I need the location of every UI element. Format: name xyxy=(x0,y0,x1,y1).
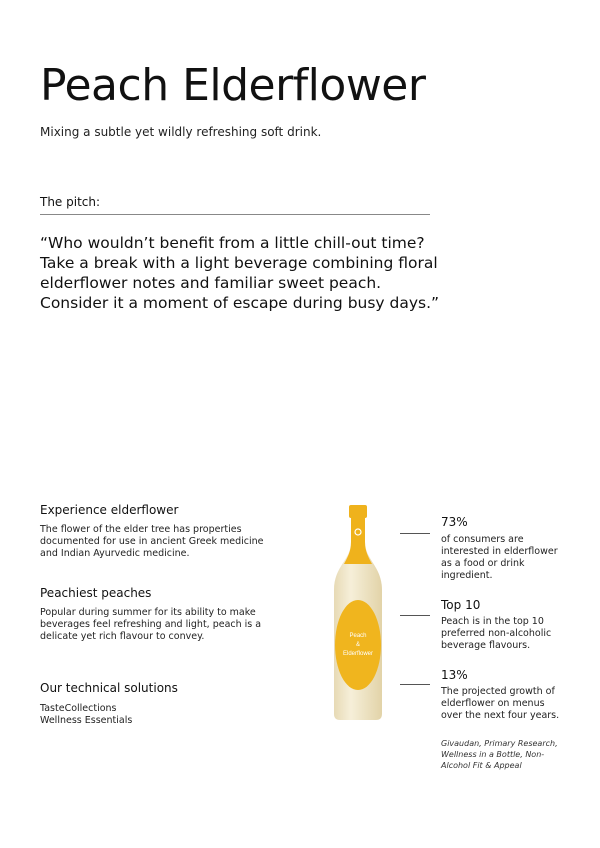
peachiest-peaches-heading: Peachiest peaches xyxy=(40,586,152,600)
stat-value: 13% xyxy=(441,668,468,682)
pitch-label: The pitch: xyxy=(40,195,101,209)
source-citation: Givaudan, Primary Research, Wellness in a Bottle, Non-Alcohol Fit & Appeal xyxy=(441,739,558,770)
technical-solution-item: TasteCollections xyxy=(40,703,117,714)
stat-connector-line xyxy=(400,684,430,685)
technical-solutions-heading: Our technical solutions xyxy=(40,681,178,695)
stat-connector-line xyxy=(400,615,430,616)
page-title: Peach Elderflower xyxy=(40,60,426,111)
bottle-label-line3: Elderflower xyxy=(342,651,374,657)
stat-value: 73% xyxy=(441,515,468,529)
stat-description: The projected growth of elderflower on menus over the next four years. xyxy=(441,686,560,721)
technical-solutions-list xyxy=(40,703,265,727)
pitch-divider xyxy=(40,214,430,215)
page-subtitle: Mixing a subtle yet wildly refreshing soft drink. xyxy=(40,125,322,139)
experience-elderflower-heading: Experience elderflower xyxy=(40,503,179,517)
bottle-neck-label xyxy=(344,516,372,564)
peachiest-peaches-body: Popular during summer for its ability to make beverages feel refreshing and light, peach is a delicate yet rich flavour to convey. xyxy=(40,607,262,642)
bottle-label-line2: & xyxy=(355,642,361,648)
bottle-label-line1: Peach xyxy=(349,633,367,639)
stat-value: Top 10 xyxy=(441,598,481,612)
pitch-quote: “Who wouldn’t benefit from a little chill-out time? Take a break with a light beverage combining floral elderflower notes and familiar sweet peach. Consider it a moment of escape during busy days.” xyxy=(40,234,440,312)
technical-solution-item: Wellness Essentials xyxy=(40,715,133,726)
bottle-image xyxy=(330,502,386,722)
stat-description: Peach is in the top 10 preferred non-alcoholic beverage flavours. xyxy=(441,616,552,651)
stat-connector-line xyxy=(400,533,430,534)
experience-elderflower-body: The flower of the elder tree has properties documented for use in ancient Greek medicine and Indian Ayurvedic medicine. xyxy=(40,524,264,559)
stat-description: of consumers are interested in elderflower as a food or drink ingredient. xyxy=(441,534,558,581)
